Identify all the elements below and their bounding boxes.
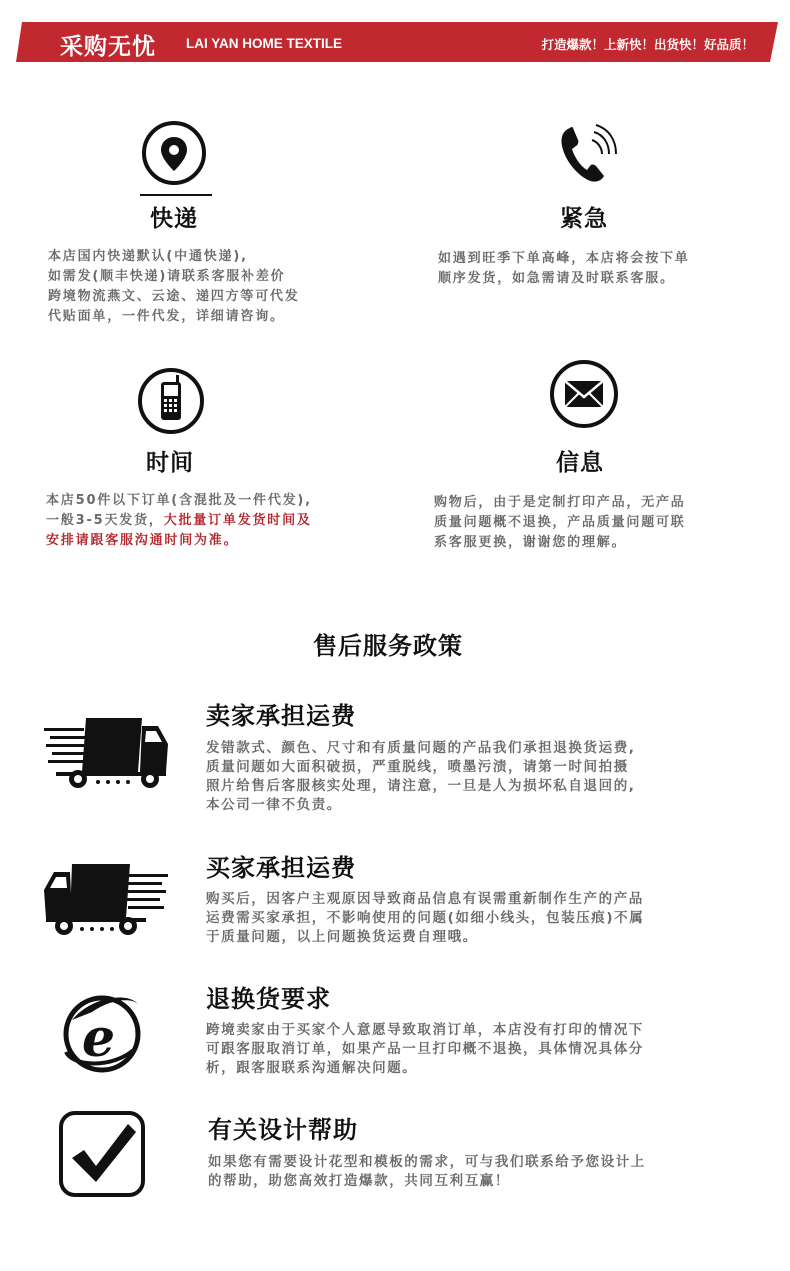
desc-line: 运费需买家承担，不影响使用的问题(如细小线头，包装压痕)不属 bbox=[206, 910, 645, 926]
feature-title-urgent: 紧急 bbox=[560, 206, 608, 232]
banner-title: 采购无忧 bbox=[60, 34, 156, 60]
delivery-truck-reverse-icon bbox=[44, 864, 168, 944]
feature-desc-time bbox=[46, 491, 312, 551]
policy-desc-design-help bbox=[208, 1153, 646, 1191]
policy-title-buyer-shipping: 买家承担运费 bbox=[206, 854, 356, 882]
desc-line: 可跟客服取消订单，如果产品一旦打印概不退换，具体情况具体分 bbox=[206, 1041, 644, 1057]
feature-desc-info bbox=[434, 493, 686, 553]
desc-line: 代贴面单，一件代发，详细请咨询。 bbox=[48, 309, 285, 324]
desc-line: 析，跟客服联系沟通解决问题。 bbox=[206, 1060, 418, 1076]
feature-title-express: 快递 bbox=[150, 206, 198, 232]
desc-line: 本店50件以下订单(含混批及一件代发), bbox=[46, 493, 312, 508]
desc-highlight: 大批量订单发货时间及 bbox=[163, 513, 312, 528]
desc-line: 照片给售后客服核实处理，请注意，一旦是人为损坏私自退回的, bbox=[206, 778, 636, 794]
desc-highlight: 安排请跟客服沟通时间为准。 bbox=[46, 533, 239, 548]
desc-line: 购物后，由于是定制打印产品，无产品 bbox=[434, 495, 686, 510]
policy-title-design-help: 有关设计帮助 bbox=[208, 1116, 358, 1144]
desc-line: 本公司一律不负责。 bbox=[206, 797, 342, 813]
feature-title-info: 信息 bbox=[556, 450, 604, 476]
policy-desc-buyer-shipping bbox=[206, 890, 644, 947]
desc-line: 跨境卖家由于买家个人意愿导致取消订单，本店没有打印的情况下 bbox=[206, 1022, 644, 1038]
desc-line: 顺序发货，如急需请及时联系客服。 bbox=[438, 271, 675, 286]
desc-line: 如遇到旺季下单高峰，本店将会按下单 bbox=[438, 251, 690, 266]
feature-desc-express bbox=[48, 247, 300, 327]
phone-ringing-icon bbox=[558, 122, 620, 184]
desc-line: 发错款式、颜色、尺寸和有质量问题的产品我们承担退换货运费, bbox=[206, 740, 636, 756]
desc-line: 于质量问题，以上问题换货运费自理哦。 bbox=[206, 929, 478, 945]
desc-line: 跨境物流燕文、云途、递四方等可代发 bbox=[48, 289, 300, 304]
desc-line: 购买后，因客户主观原因导致商品信息有误需重新制作生产的产品 bbox=[206, 891, 644, 907]
feature-title-time: 时间 bbox=[146, 450, 194, 476]
policy-title-seller-shipping: 卖家承担运费 bbox=[206, 702, 356, 730]
desc-line: 系客服更换，谢谢您的理解。 bbox=[434, 535, 627, 550]
header-banner bbox=[16, 22, 778, 62]
desc-line bbox=[46, 511, 312, 531]
delivery-truck-icon bbox=[44, 712, 168, 792]
banner-subtitle: LAI YAN HOME TEXTILE bbox=[186, 36, 343, 51]
banner-slogan: 打造爆款！上新快！出货快！好品质！ bbox=[541, 37, 754, 52]
desc-line: 本店国内快递默认(中通快递), bbox=[48, 249, 248, 264]
internet-e-icon bbox=[62, 990, 144, 1074]
desc-text: 一般3-5天发货， bbox=[46, 513, 164, 528]
policy-heading: 售后服务政策 bbox=[313, 632, 463, 660]
svg-text:e: e bbox=[82, 1008, 116, 1069]
policy-desc-seller-shipping bbox=[206, 739, 636, 815]
desc-line: 如需发(顺丰快递)请联系客服补差价 bbox=[48, 269, 286, 284]
policy-title-returns: 退换货要求 bbox=[206, 985, 331, 1013]
feature-desc-urgent bbox=[438, 249, 690, 289]
desc-line: 的帮助，助您高效打造爆款，共同互利互赢！ bbox=[208, 1173, 510, 1189]
policy-desc-returns bbox=[206, 1021, 644, 1078]
envelope-icon bbox=[548, 358, 620, 430]
desc-line: 质量问题如大面积破损，严重脱线，喷墨污渍，请第一时间拍摄 bbox=[206, 759, 629, 775]
mobile-phone-icon bbox=[136, 366, 206, 436]
location-pin-icon bbox=[140, 120, 212, 198]
desc-line: 如果您有需要设计花型和模板的需求，可与我们联系给予您设计上 bbox=[208, 1154, 646, 1170]
desc-line: 质量问题概不退换，产品质量问题可联 bbox=[434, 515, 686, 530]
checkmark-icon bbox=[58, 1110, 146, 1198]
